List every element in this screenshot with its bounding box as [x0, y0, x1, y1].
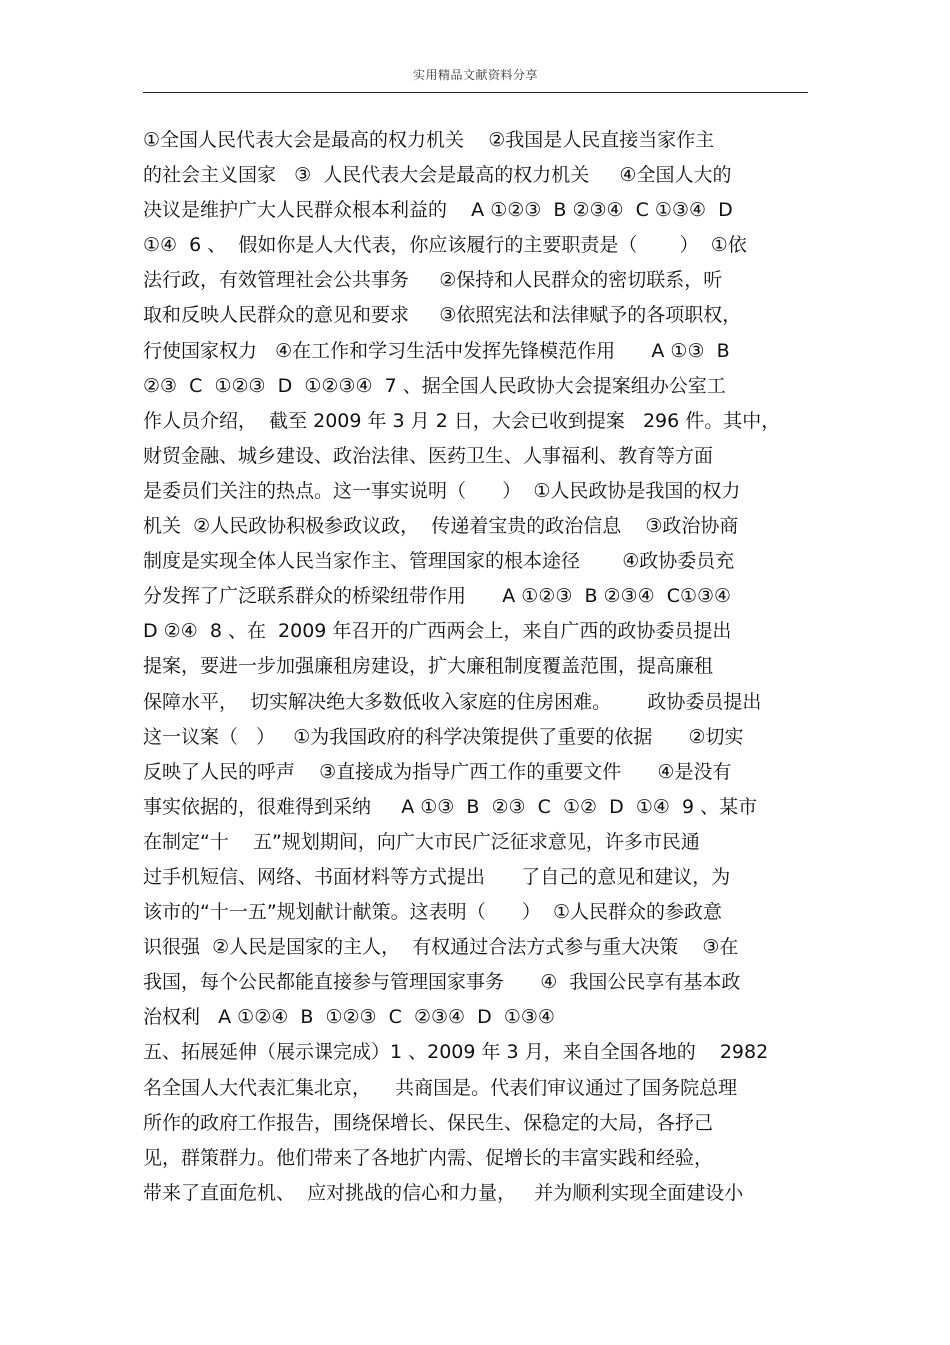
page-header	[143, 64, 808, 93]
text-line: 决议是维护广大人民群众根本利益的 A ①②③ B ②③④ C ①③④ D	[143, 199, 733, 222]
text-line: ①全国人民代表大会是最高的权力机关 ②我国是人民直接当家作主	[143, 129, 715, 151]
text-line: 制度是实现全体人民当家作主、管理国家的根本途径 ④政协委员充	[143, 550, 735, 573]
text-line: 作人员介绍， 截至 2009 年 3 月 2 日，大会已收到提案 296 件。其中，	[143, 409, 781, 432]
text-line: 财贸金融、城乡建设、政治法律、医药卫生、人事福利、教育等方面	[143, 444, 714, 467]
text-line: 行使国家权力 ④在工作和学习生活中发挥先锋模范作用 A ①③ B	[143, 339, 730, 362]
text-line: 该市的“十一五”规划献计献策。这表明（ ） ①人民群众的参政意	[143, 901, 723, 924]
text-line: 识很强 ②人民是国家的主人， 有权通过合法方式参与重大决策 ③在	[143, 936, 739, 959]
text-line: D ②④ 8 、在 2009 年召开的广西两会上，来自广西的政协委员提出	[143, 620, 732, 643]
text-line: 见，群策群力。他们带来了各地扩内需、促增长的丰富实践和经验，	[143, 1146, 714, 1169]
text-line: 反映了人民的呼声 ③直接成为指导广西工作的重要文件 ④是没有	[143, 760, 732, 783]
text-line: 所作的政府工作报告，围绕保增长、保民生、保稳定的大局，各抒己	[143, 1111, 714, 1134]
text-line: 是委员们关注的热点。这一事实说明（ ） ①人民政协是我国的权力	[143, 479, 741, 502]
text-line: 带来了直面危机、 应对挑战的信心和力量， 并为顺利实现全面建设小	[143, 1181, 744, 1204]
text-line: 过手机短信、网络、书面材料等方式提出 了自己的意见和建议，为	[143, 865, 731, 888]
text-line: 取和反映人民群众的意见和要求 ③依照宪法和法律赋予的各项职权，	[143, 304, 742, 327]
section-heading-line: 五、拓展延伸（展示课完成）1 、2009 年 3 月，来自全国各地的 2982	[143, 1041, 769, 1064]
text-line: 这一议案（ ） ①为我国政府的科学决策提供了重要的依据 ②切实	[143, 725, 744, 748]
text-line: 机关 ②人民政协积极参政议政， 传递着宝贵的政治信息 ③政治协商	[143, 515, 739, 538]
text-line: 保障水平， 切实解决绝大多数低收入家庭的住房困难。 政协委员提出	[143, 690, 762, 713]
header-title: 实用精品文献资料分享	[412, 68, 538, 82]
text-line: 法行政，有效管理社会公共事务 ②保持和人民群众的密切联系，听	[143, 269, 723, 292]
text-line: 治权利 A ①②④ B ①②③ C ②③④ D ①③④	[143, 1006, 555, 1029]
text-line: 的社会主义国家 ③ 人民代表大会是最高的权力机关 ④全国人大的	[143, 164, 732, 187]
text-line: 名全国人大代表汇集北京， 共商国是。代表们审议通过了国务院总理	[143, 1076, 738, 1099]
text-line: ①④ 6 、 假如你是人大代表，你应该履行的主要职责是（ ） ①依	[143, 234, 747, 257]
text-line: 在制定“十 五”规划期间，向广大市民广泛征求意见，许多市民通	[143, 830, 700, 853]
text-line: 事实依据的，很难得到采纳 A ①③ B ②③ C ①② D ①④ 9 、某市	[143, 795, 758, 818]
document-body	[143, 123, 815, 1211]
text-line: ②③ C ①②③ D ①②③④ 7 、据全国人民政协大会提案组办公室工	[143, 374, 726, 397]
text-line: 我国，每个公民都能直接参与管理国家事务 ④ 我国公民享有基本政	[143, 971, 741, 994]
text-line: 分发挥了广泛联系群众的桥梁纽带作用 A ①②③ B ②③④ C①③④	[143, 585, 732, 608]
text-line: 提案，要进一步加强廉租房建设，扩大廉租制度覆盖范围，提高廉租	[143, 655, 714, 678]
